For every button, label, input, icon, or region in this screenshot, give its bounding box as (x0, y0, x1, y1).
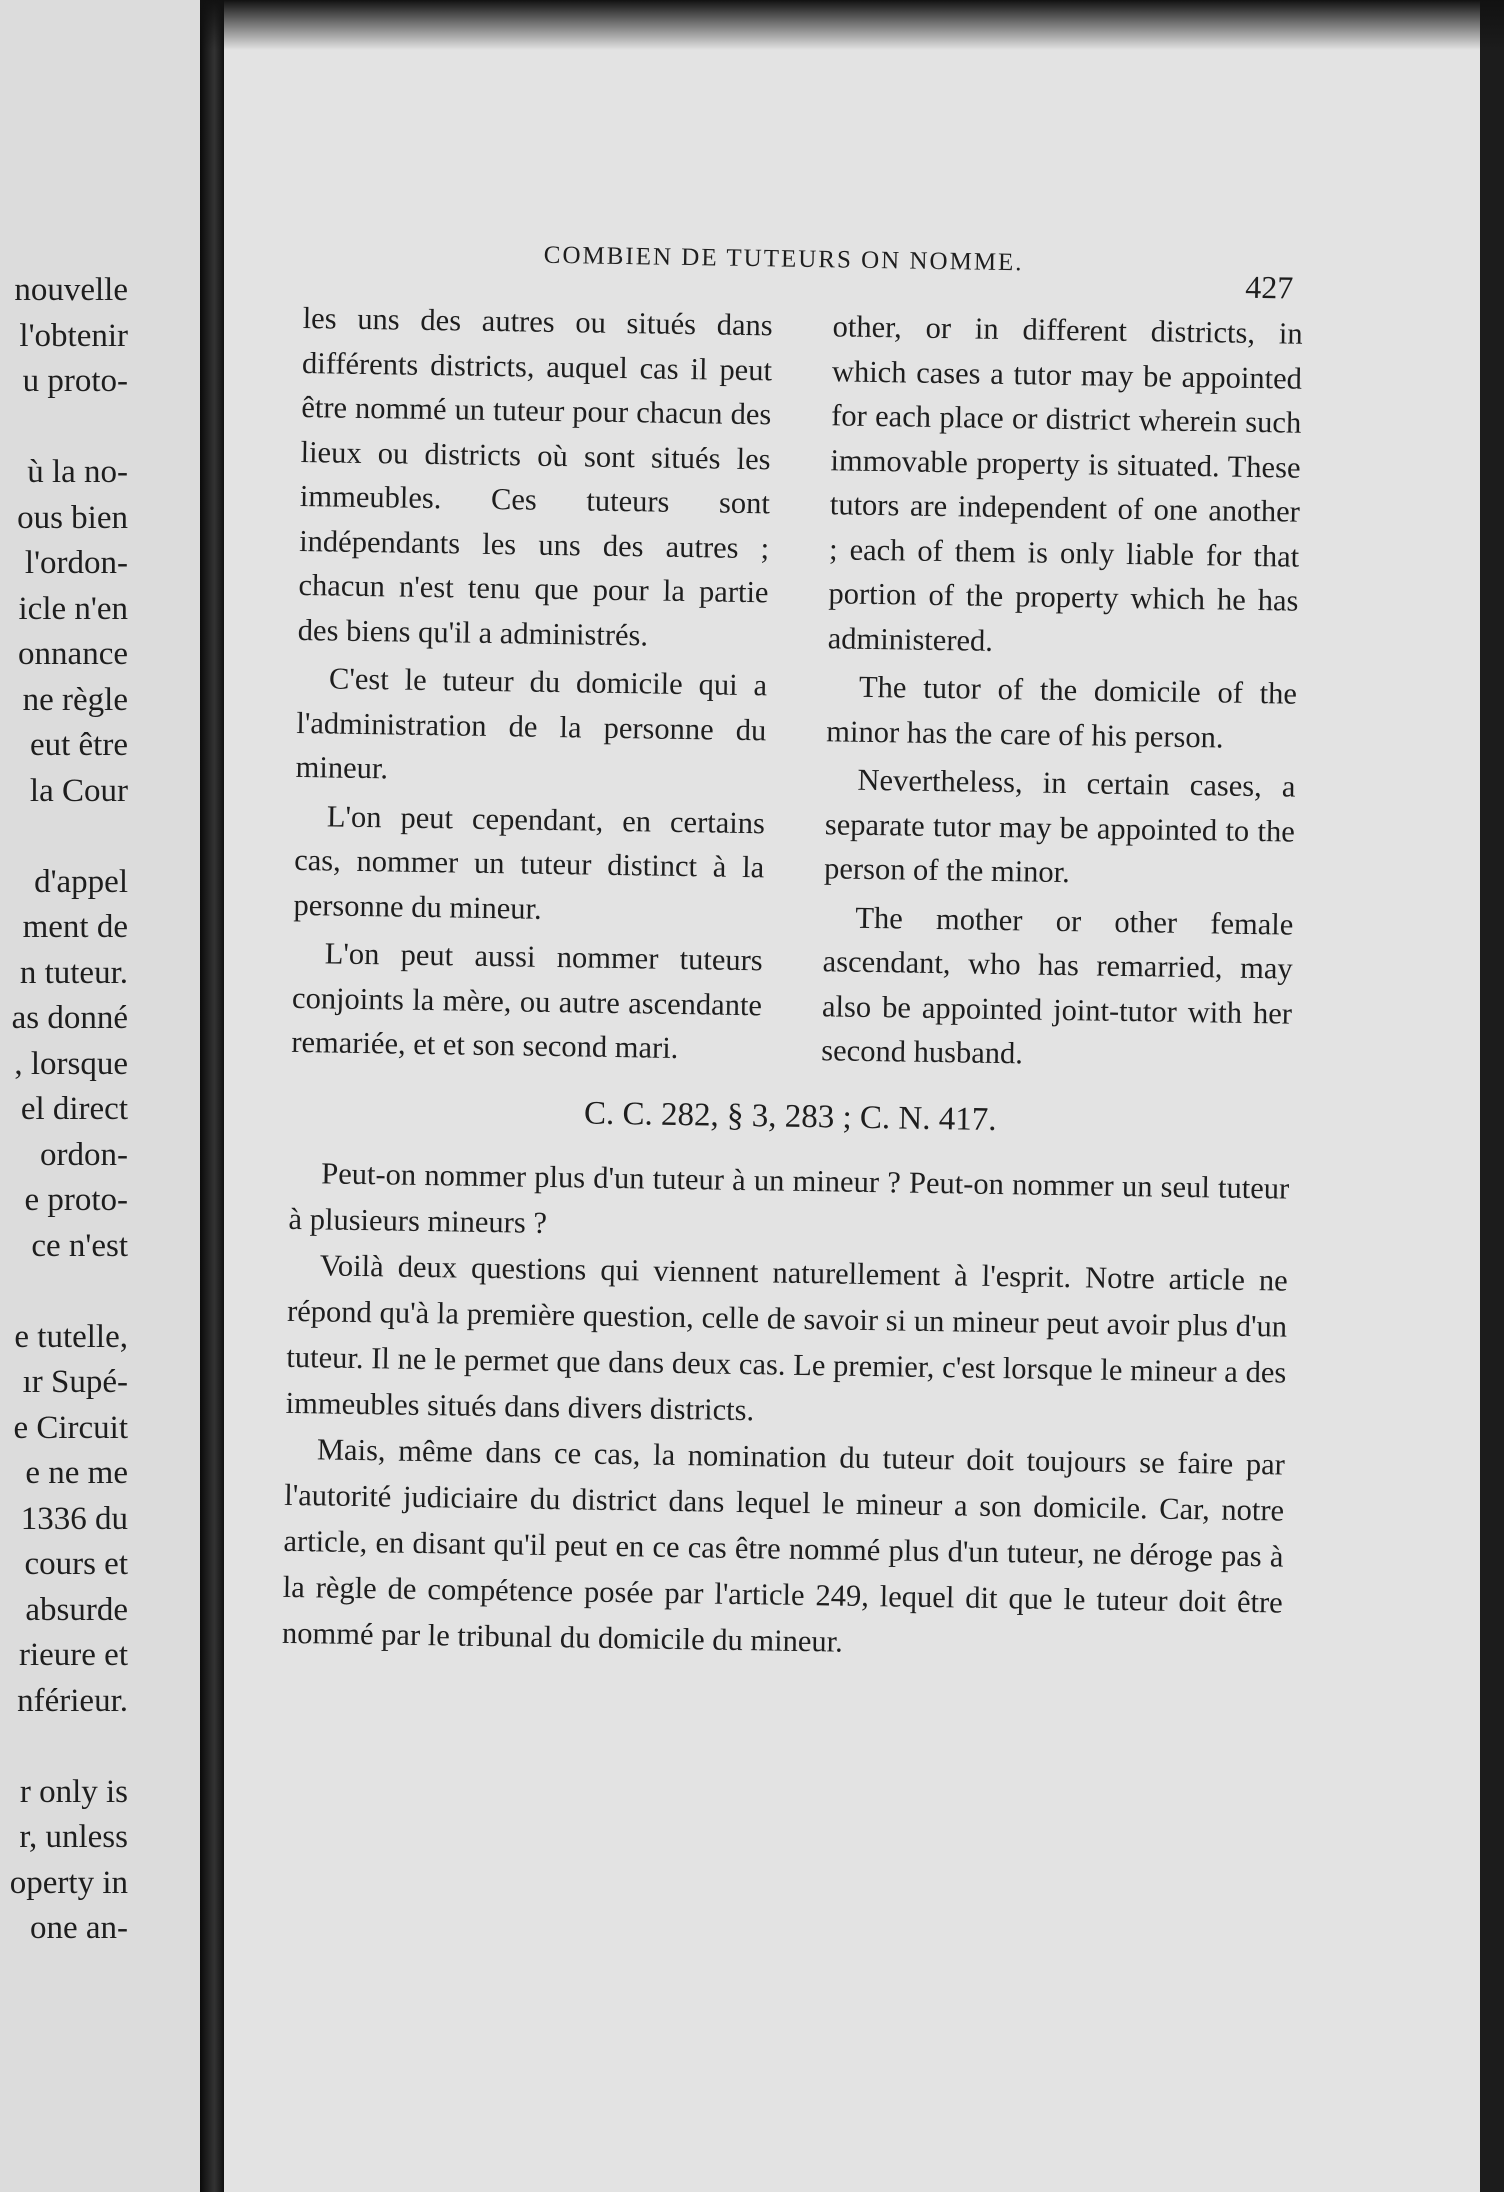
code-citation: C. C. 282, § 3, 283 ; C. N. 417. (583, 1095, 997, 1138)
left-page-line: cours et (24, 1546, 128, 1582)
page-edge (1480, 0, 1492, 2192)
left-page-line: 1336 du (20, 1500, 128, 1537)
left-page-line: e Circuit (13, 1409, 128, 1446)
left-page-line: el direct (20, 1091, 128, 1127)
left-page-line: d'appel (34, 863, 128, 900)
left-page-line: icle n'en (18, 590, 128, 627)
left-page-line: one an- (29, 1910, 128, 1946)
english-paragraph: The mother or other female ascendant, who has remarried, may also be appointed joint-tutor with her second husband. (821, 900, 1294, 1071)
left-page-gap (0, 405, 128, 451)
left-page-line: n tuteur. (19, 954, 128, 991)
left-page-line: eut être (29, 727, 128, 763)
english-paragraph: The tutor of the domicile of the minor has the care of his person. (826, 669, 1298, 755)
left-page-line: r only is (19, 1773, 128, 1810)
left-page-line: e proto- (24, 1182, 128, 1218)
left-page-line: ne règle (22, 681, 128, 718)
page-content (282, 238, 1304, 1671)
left-page-line: l'obtenir (19, 317, 128, 354)
commentary-paragraph: Voilà deux questions qui viennent naturellement à l'esprit. Notre article ne répond qu'à la première question, celle de savoir si un mineur peut avoir plus d'un tuteur. Il ne le permet que dans deux cas. Le premier, c'est lorsque le mineur a des immeubles situés dans divers districts. (285, 1247, 1289, 1427)
left-page-line: operty in (9, 1864, 128, 1901)
running-head: COMBIEN DE TUTEURS ON NOMME. (543, 241, 1024, 277)
right-page (224, 0, 1492, 2192)
left-page-gap (0, 1269, 128, 1315)
parallel-columns (291, 296, 1303, 1080)
left-page-line: ment de (22, 909, 128, 945)
left-page-gap (0, 1724, 128, 1770)
commentary (282, 1149, 1290, 1671)
french-paragraph: L'on peut cependant, en certains cas, nommer un tuteur distinct à la personne du mineur. (293, 798, 766, 926)
commentary-paragraph: Peut-on nommer plus d'un tuteur à un mineur ? Peut-on nommer un seul tuteur à plusieurs mineurs ? (288, 1155, 1290, 1240)
left-page-line: ce n'est (31, 1227, 128, 1264)
left-page-line: ordon- (40, 1136, 128, 1173)
left-page-line: r, unless (19, 1819, 128, 1855)
left-page-line: , lorsque (14, 1045, 128, 1082)
left-page-line: as donné (11, 1000, 128, 1036)
left-page-fragments (0, 268, 128, 1952)
french-column (291, 296, 773, 1072)
left-page-line: ous bien (17, 499, 128, 536)
left-page-gap (0, 814, 128, 860)
left-page-line: la Cour (29, 772, 128, 809)
left-page-line: e ne me (25, 1455, 128, 1491)
french-paragraph: L'on peut aussi nommer tuteurs conjoints la mère, ou autre ascendante remariée, et et son second mari. (291, 936, 763, 1065)
left-page-line: absurde (25, 1591, 128, 1628)
english-column (821, 304, 1303, 1080)
left-page-line: nférieur. (17, 1682, 128, 1719)
left-page-line: nouvelle (14, 272, 128, 308)
french-paragraph: les uns des autres ou situés dans différents districts, auquel cas il peut être nommé un tuteur pour chacun des lieux ou districts où sont situés les immeubles. Ces tuteurs sont indépendants les uns des autres ; chacun n'est tenu que pour la partie des biens qu'il a administrés. (297, 300, 773, 652)
book-gutter (200, 0, 224, 2192)
left-page-line: ù la no- (27, 454, 128, 490)
left-page-line: ır Supé- (22, 1364, 128, 1400)
page-header (303, 238, 1304, 304)
english-paragraph: Nevertheless, in certain cases, a separate tutor may be appointed to the person of the minor. (823, 762, 1296, 890)
commentary-paragraph: Mais, même dans ce cas, la nomination du tuteur doit toujours se faire par l'autorité judiciaire du district dans lequel le mineur a son domicile. Car, notre article, en disant qu'il peut en ce cas être nommé plus d'un tuteur, ne déroge pas à la règle de compétence posée par l'article 249, lequel dit que le tuteur doit être nommé par le tribunal du domicile du mineur. (281, 1431, 1286, 1659)
english-paragraph: other, or in different districts, in which cases a tutor may be appointed for each place or district wherein such immovable property is situated. These tutors are independent of one another ; each of them is only liable for that portion of the property which he has administered. (827, 309, 1303, 658)
left-page-line: e tutelle, (14, 1318, 128, 1355)
left-page-line: onnance (18, 636, 128, 672)
top-shadow (200, 0, 1504, 50)
left-page (0, 0, 200, 2192)
left-page-line: rieure et (18, 1637, 128, 1673)
french-paragraph: C'est le tuteur du domicile qui a l'administration de la personne du mineur. (295, 661, 768, 786)
left-page-line: u proto- (22, 363, 128, 399)
left-page-line: l'ordon- (24, 545, 128, 581)
page-number: 427 (1245, 268, 1294, 306)
